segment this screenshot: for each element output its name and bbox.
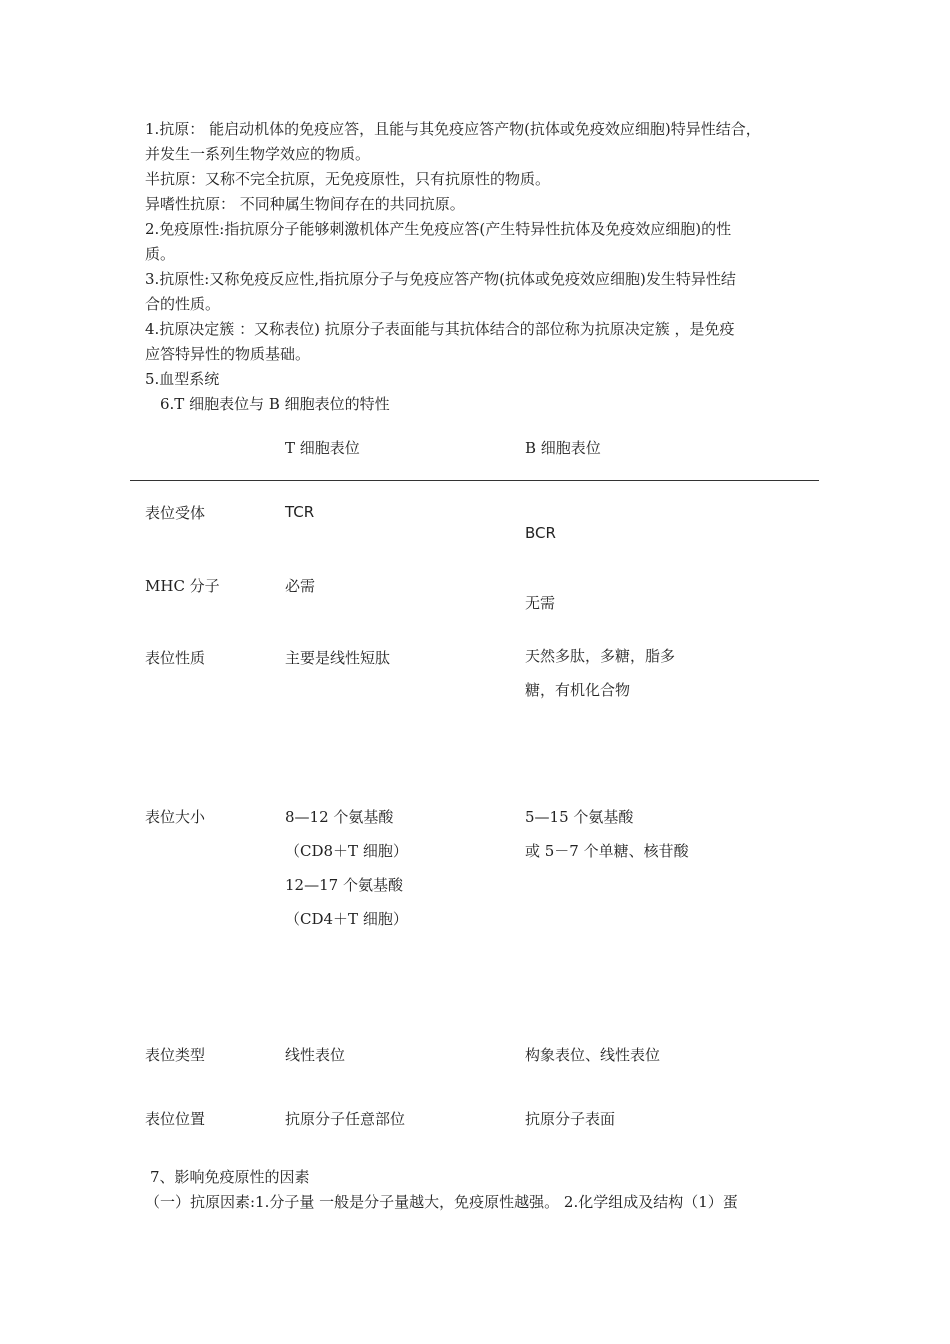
table-cell-t: 8—12 个氨基酸: [285, 808, 394, 826]
paragraph-immunogenicity-line2: 质。: [145, 245, 176, 263]
table-cell-b: 5—15 个氨基酸: [525, 808, 634, 826]
table-cell-t: 12—17 个氨基酸: [285, 876, 403, 894]
table-row-label: 表位性质: [145, 649, 206, 667]
paragraph-immunogenicity-factors: 7、影响免疫原性的因素: [150, 1168, 310, 1186]
paragraph-epitope-line1: 4.抗原决定簇 ：又称表位) 抗原分子表面能与其抗体结合的部位称为抗原决定簇 ，是免疫: [145, 320, 735, 338]
table-row-label: MHC 分子: [145, 577, 220, 595]
table-cell-b: 糖，有机化合物: [525, 681, 631, 699]
table-cell-t: （CD4＋T 细胞）: [285, 910, 408, 928]
table-row-label: 表位类型: [145, 1046, 206, 1064]
table-row-label: 表位受体: [145, 504, 206, 522]
table-cell-t: （CD8＋T 细胞）: [285, 842, 408, 860]
paragraph-heterophile-antigen: 异嗜性抗原： 不同种属生物间存在的共同抗原。: [145, 195, 465, 213]
paragraph-hapten: 半抗原：又称不完全抗原，无免疫原性，只有抗原性的物质。: [145, 170, 551, 188]
table-cell-b: BCR: [525, 524, 556, 542]
paragraph-antigenicity-line1: 3.抗原性:又称免疫反应性,指抗原分子与免疫应答产物(抗体或免疫效应细胞)发生特异性结: [145, 270, 736, 288]
table-cell-t: TCR: [285, 503, 315, 521]
table-cell-t: 必需: [285, 577, 316, 595]
table-cell-t: 抗原分子任意部位: [285, 1110, 406, 1128]
table-cell-t: 主要是线性短肽: [285, 649, 391, 667]
paragraph-immunogenicity-line1: 2.免疫原性:指抗原分子能够刺激机体产生免疫应答(产生特异性抗体及免疫效应细胞)的性: [145, 220, 732, 238]
table-top-rule: [130, 480, 819, 481]
table-cell-b: 抗原分子表面: [525, 1110, 616, 1128]
table-row-label: 表位大小: [145, 808, 206, 826]
table-cell-b: 无需: [525, 594, 556, 612]
table-header-t-cell: T 细胞表位: [285, 439, 360, 457]
table-cell-b: 天然多肽，多糖，脂多: [525, 647, 676, 665]
table-header-b-cell: B 细胞表位: [525, 439, 601, 457]
paragraph-antigen-factors: （一）抗原因素:1.分子量 一般是分子量越大，免疫原性越强。 2.化学组成及结构（1）蛋: [145, 1193, 738, 1211]
paragraph-table-title: 6.T 细胞表位与 B 细胞表位的特性: [160, 395, 390, 413]
table-cell-t: 线性表位: [285, 1046, 346, 1064]
paragraph-blood-group: 5.血型系统: [145, 370, 220, 388]
table-row-label: 表位位置: [145, 1110, 206, 1128]
table-cell-b: 或 5－7 个单糖、核苷酸: [525, 842, 689, 860]
paragraph-antigen-line2: 并发生一系列生物学效应的物质。: [145, 145, 371, 163]
table-cell-b: 构象表位、线性表位: [525, 1046, 661, 1064]
paragraph-antigen-line1: 1.抗原： 能启动机体的免疫应答，且能与其免疫应答产物(抗体或免疫效应细胞)特异性结合，: [145, 120, 761, 138]
paragraph-antigenicity-line2: 合的性质。: [145, 295, 221, 313]
paragraph-epitope-line2: 应答特异性的物质基础。: [145, 345, 311, 363]
